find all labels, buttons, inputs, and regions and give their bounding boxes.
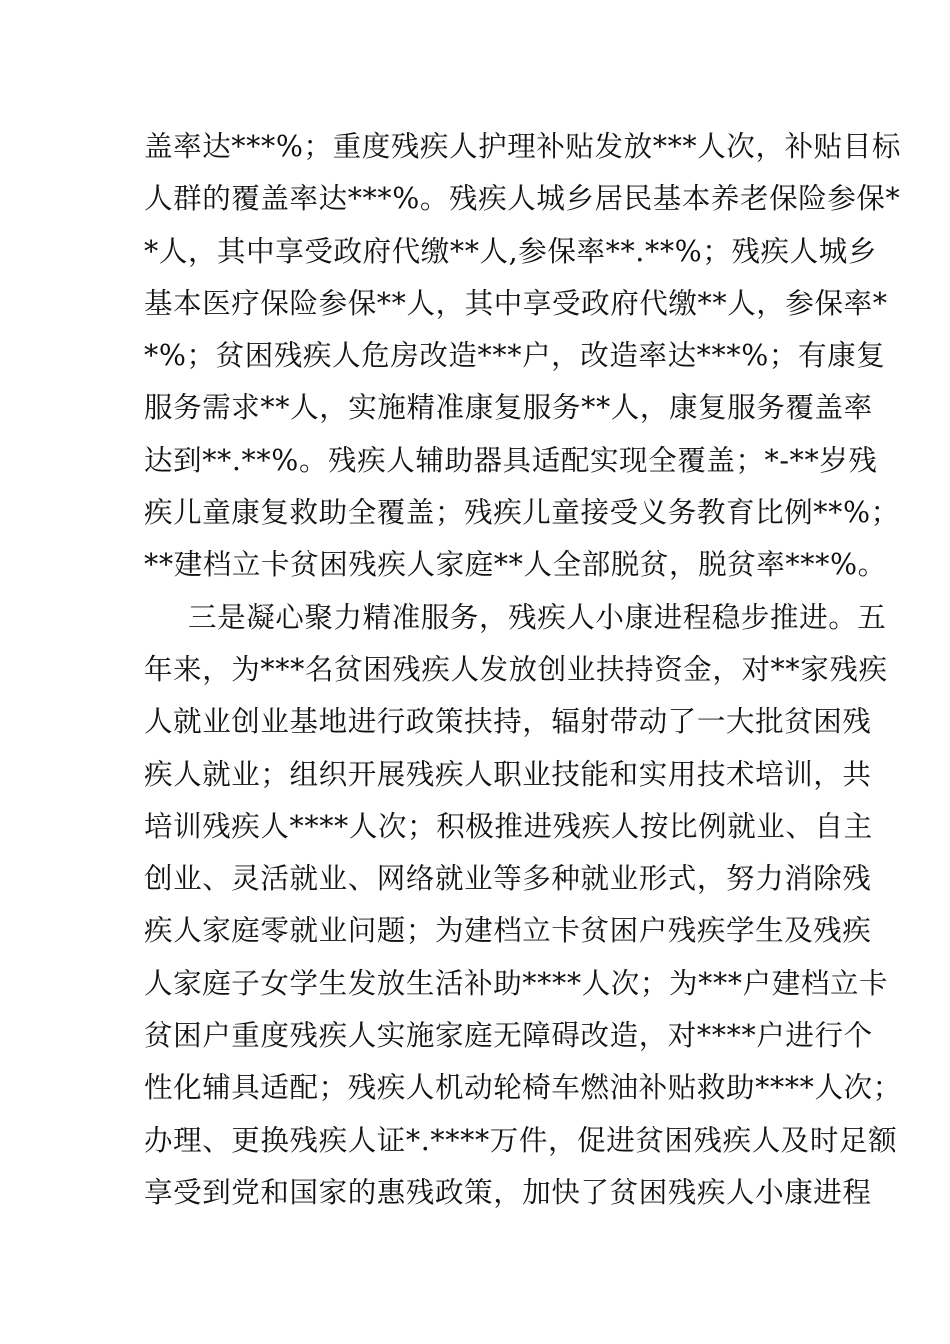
text-line: 年来，为***名贫困残疾人发放创业扶持资金，对**家残疾 [144,652,888,686]
text-line: 基本医疗保险参保**人，其中享受政府代缴**人，参保率* [144,286,888,320]
text-line: 人就业创业基地进行政策扶持，辐射带动了一大批贫困残 [144,705,872,739]
text-line: 办理、更换残疾人证*.****万件，促进贫困残疾人及时足额 [144,1123,898,1157]
paragraph-1 [144,121,901,592]
text-line: 服务需求**人，实施精准康复服务**人，康复服务覆盖率 [144,391,873,425]
text-line: 疾儿童康复救助全覆盖；残疾儿童接受义务教育比例**%； [144,496,900,530]
text-line: 培训残疾人****人次；积极推进残疾人按比例就业、自主 [144,809,873,843]
text-line-first: 三是凝心聚力精准服务，残疾人小康进程稳步推进。五 [188,600,887,634]
document-body [144,121,902,1219]
text-line: *%；贫困残疾人危房改造***户，改造率达***%；有康复 [144,339,886,373]
text-line: 人群的覆盖率达***%。残疾人城乡居民基本养老保险参保* [144,182,901,216]
text-line: 性化辅具适配；残疾人机动轮椅车燃油补贴救助****人次； [144,1071,902,1105]
text-line: 贫困户重度残疾人实施家庭无障碍改造，对****户进行个 [144,1019,873,1053]
text-line: 盖率达***%；重度残疾人护理补贴发放***人次，补贴目标 [144,130,901,163]
text-line: 疾人家庭零就业问题；为建档立卡贫困户残疾学生及残疾 [144,914,872,948]
text-line: *人，其中享受政府代缴**人,参保率**.**%；残疾人城乡 [144,234,877,268]
text-line: 人家庭子女学生发放生活补助****人次；为***户建档立卡 [144,966,889,1000]
text-line: 达到**.**%。残疾人辅助器具适配实现全覆盖；*-**岁残 [144,443,878,477]
text-line: 创业、灵活就业、网络就业等多种就业形式，努力消除残 [144,862,872,896]
paragraph-2 [144,592,902,1220]
text-line: **建档立卡贫困残疾人家庭**人全部脱贫，脱贫率***%。 [144,548,887,582]
text-line: 享受到党和国家的惠残政策，加快了贫困残疾人小康进程 [144,1175,872,1209]
text-line: 疾人就业；组织开展残疾人职业技能和实用技术培训，共 [144,757,872,791]
